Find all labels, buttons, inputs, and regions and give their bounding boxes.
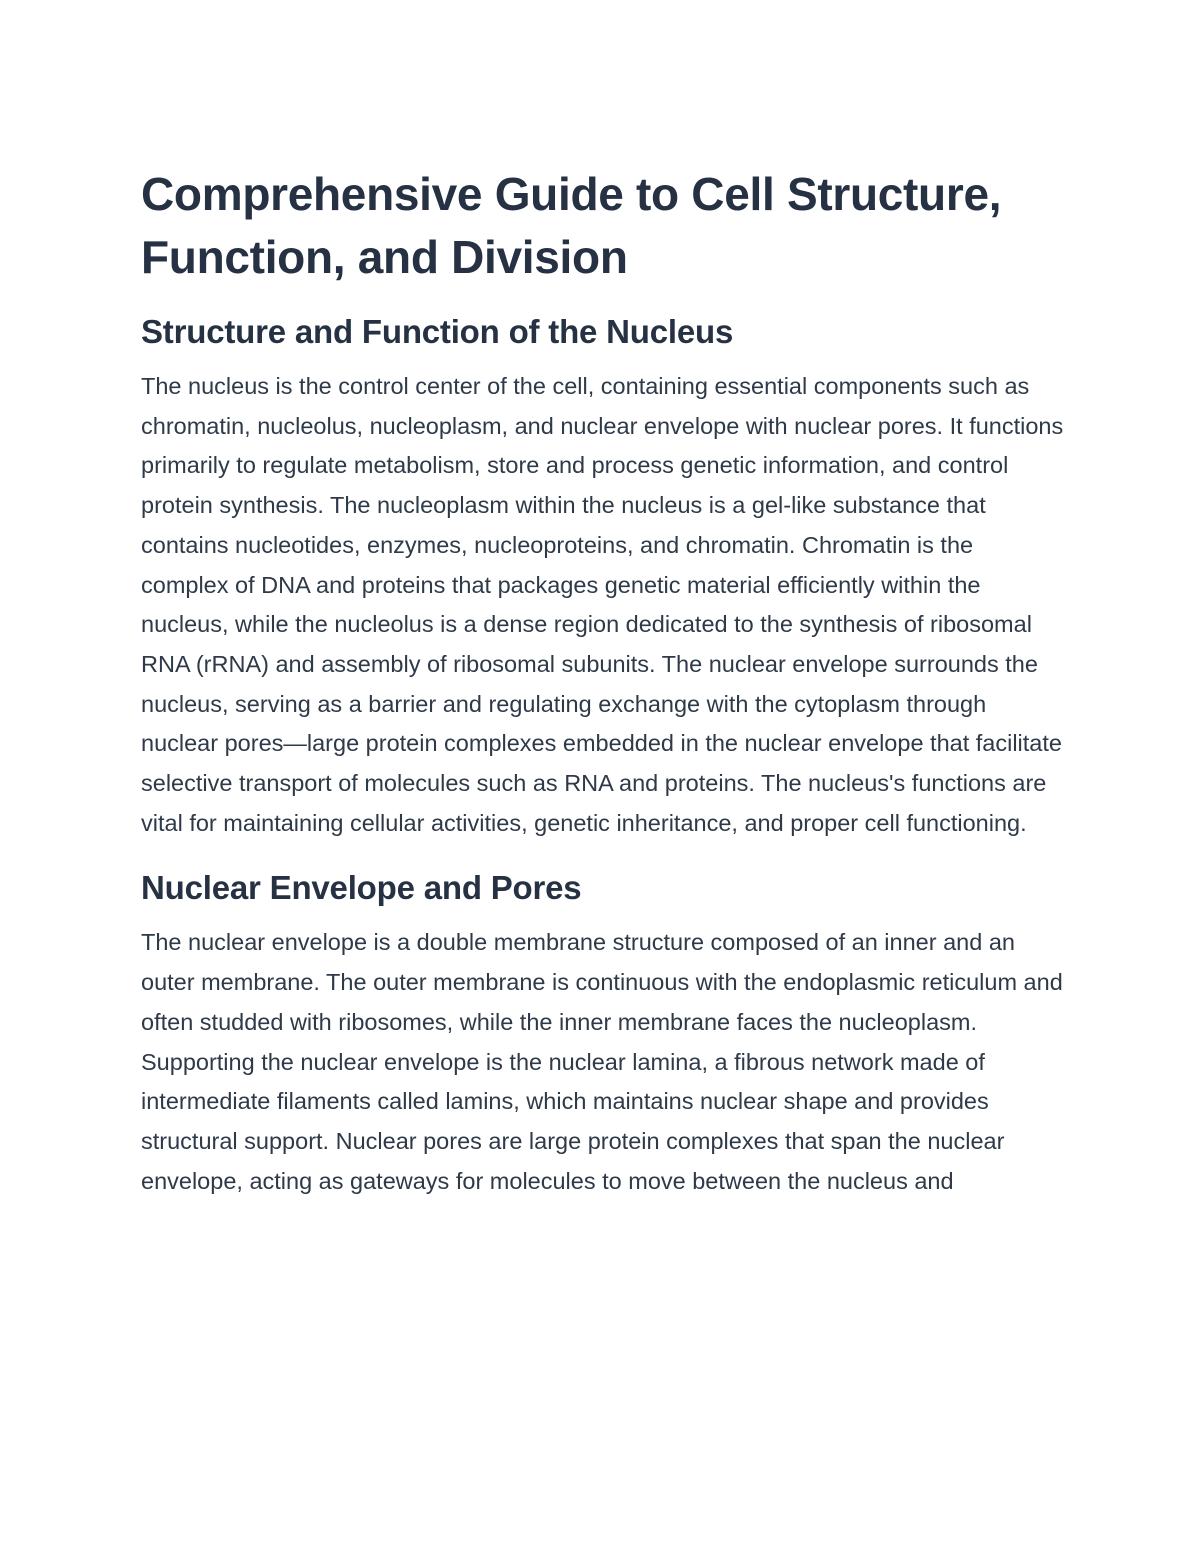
section-paragraph: The nucleus is the control center of the cell, containing essential components such as chromatin, nucleolus, nucleoplasm, and nuclear envelope with nuclear pores. It functions primarily to regulate metabolism, store and process genetic information, and control protein synthesis. The nucleoplasm within the nucleus is a gel-like substance that contains nucleotides, enzymes, nucleoproteins, and chromatin. Chromatin is the complex of DNA and proteins that packages genetic material efficiently within the nucleus, while the nucleolus is a dense region dedicated to the synthesis of ribosomal RNA (rRNA) and assembly of ribosomal subunits. The nuclear envelope surrounds the nucleus, serving as a barrier and regulating exchange with the cytoplasm through nuclear pores—large protein complexes embedded in the nuclear envelope that facilitate selective transport of molecules such as RNA and proteins. The nucleus's functions are vital for maintaining cellular activities, genetic inheritance, and proper cell functioning.: [141, 373, 1064, 836]
section-nucleus-structure: [141, 311, 1066, 843]
document-page: [141, 163, 1066, 1225]
section-heading: Nuclear Envelope and Pores: [141, 869, 582, 907]
section-paragraph: The nuclear envelope is a double membrane structure composed of an inner and an outer membrane. The outer membrane is continuous with the endoplasmic reticulum and often studded with ribosomes, while the inner membrane faces the nucleoplasm. Supporting the nuclear envelope is the nuclear lamina, a fibrous network made of intermediate filaments called lamins, which maintains nuclear shape and provides structural support. Nuclear pores are large protein complexes that span the nuclear envelope, acting as gateways for molecules to move between the nucleus and: [141, 929, 1063, 1194]
section-nuclear-envelope: [141, 867, 1066, 1201]
document-title: Comprehensive Guide to Cell Structure, Function, and Division: [141, 168, 1002, 283]
section-heading: Structure and Function of the Nucleus: [141, 313, 734, 350]
